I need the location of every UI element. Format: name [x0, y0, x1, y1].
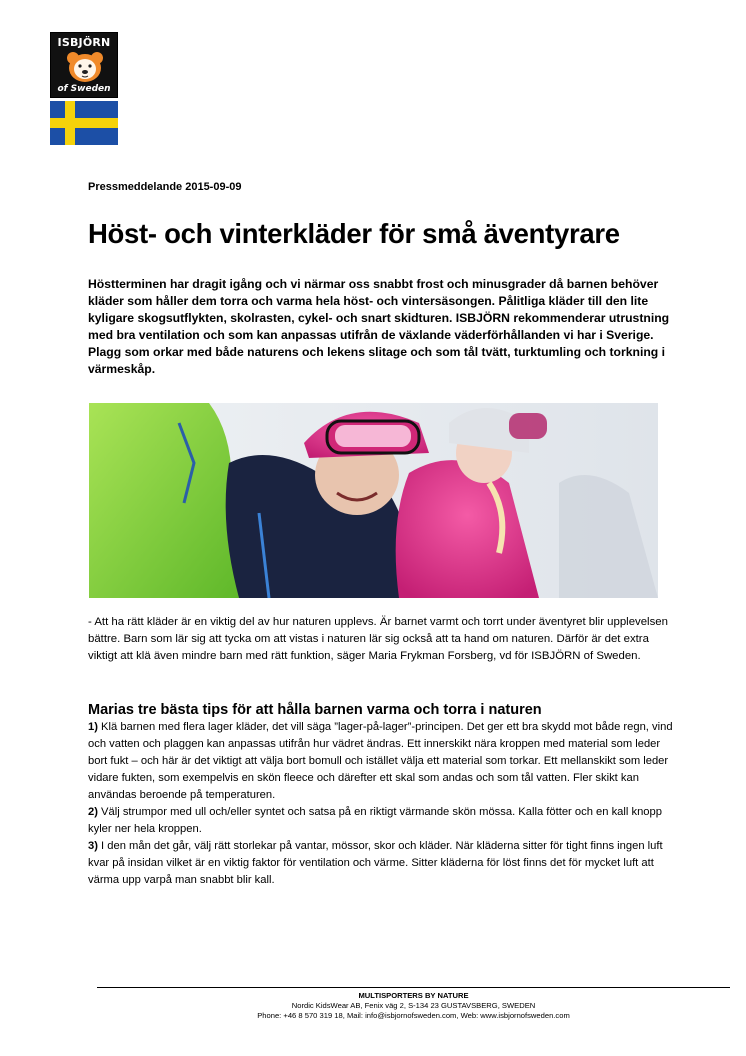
kids-skiing-photo — [89, 403, 658, 598]
tip-text: I den mån det går, välj rätt storlekar på vantar, mössor, skor och kläder. När kläderna sitter för tight finns ingen luft kvar på insidan vilket är en viktig faktor för ventilation och värme. Sitter kläderna för löst finns det för mycket luft att värma upp varpå man snabbt blir kall. — [88, 840, 663, 886]
footer-address: Nordic KidsWear AB, Fenix väg 2, S-134 23 GUSTAVSBERG, SWEDEN — [291, 1001, 536, 1010]
quote-paragraph: - Att ha rätt kläder är en viktig del av hur naturen upplevs. Är barnet varmt och torrt under äventyret blir upplevelsen bättre. Barn som lär sig att tycka om att vistas i naturen lär sig också att ta hand om naturen. Därför är det extra viktigt att klä även mindre barn med rätt funktion, säger Maria Frykman Forsberg, vd för ISBJÖRN of Sweden. — [88, 616, 668, 662]
tip-number: 2) — [88, 806, 98, 818]
brand-logo — [50, 32, 118, 98]
press-dateline: Pressmeddelande 2015-09-09 — [88, 181, 242, 193]
logo-bottom-text: of Sweden — [57, 84, 111, 94]
tips-heading: Marias tre bästa tips för att hålla barnen varma och torra i naturen — [88, 702, 542, 718]
footer-divider — [97, 987, 730, 988]
logo-top-text: ISBJÖRN — [57, 36, 111, 49]
footer — [97, 991, 730, 1021]
footer-contact: Phone: +46 8 570 319 18, Mail: info@isbjornofsweden.com, Web: www.isbjornofsweden.com — [257, 1011, 570, 1020]
tip-number: 1) — [88, 721, 98, 733]
tip-item — [88, 719, 673, 804]
tip-text: Välj strumpor med ull och/eller syntet och satsa på en riktigt värmande skön mössa. Kalla fötter och en kall knopp kyler ner hela kroppen. — [88, 806, 662, 835]
tip-item — [88, 804, 673, 838]
tips-list — [88, 719, 673, 889]
intro-paragraph: Höstterminen har dragit igång och vi närmar oss snabbt frost och minusgrader då barnen behöver kläder som håller dem torra och varma hela höst- och vintersäsongen. Pålitliga kläder till den lite kyligare skogsutflykten, skolrasten, cykel- och snart skidturen. ISBJÖRN rekommenderar utrustning med bra ventilation och som kan anpassas utifrån de växlande väderförhållanden vi har i Sverige. Plagg som orkar med både naturens och lekens slitage och som tål tvätt, turktumling och torkning i värmeskåp. — [88, 277, 670, 376]
tip-text: Klä barnen med flera lager kläder, det vill säga ”lager-på-lager”-principen. Det ger ett bra skydd mot både regn, vind och vatten och plaggen kan anpassas utifrån hur vädret ändras. Ett innerskikt nära kroppen med material som leder bort fukt – och här är det viktigt att välja bort bomull och istället välja ett material som torkar. Ett mellanskikt som leder vidare fukten, som exempelvis en skön fleece och därefter ett skal som andas och som tål vatten. Fler skikt kan användas beroende på temperaturen. — [88, 721, 673, 801]
page-title: Höst- och vinterkläder för små äventyrare — [88, 218, 620, 249]
tip-item — [88, 838, 673, 889]
tip-number: 3) — [88, 840, 98, 852]
footer-slogan: MULTISPORTERS BY NATURE — [358, 991, 469, 1000]
swedish-flag — [50, 101, 118, 145]
polar-bear-icon — [65, 50, 105, 84]
